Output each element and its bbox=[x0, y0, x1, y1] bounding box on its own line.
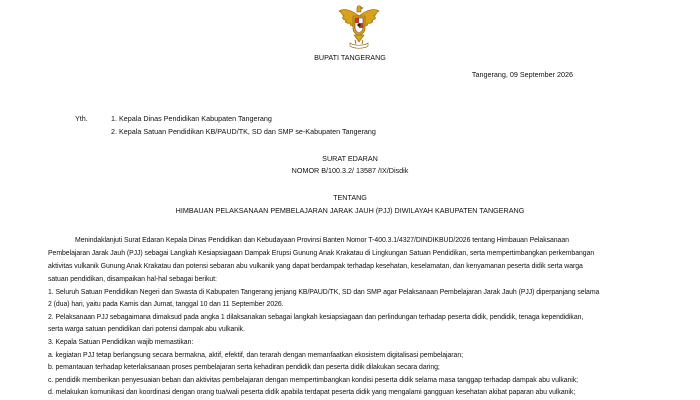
body-line: b. pemantauan terhadap keterlaksanaan proses pembelajaran serta kehadiran pendidik dan peserta didik dilakukan secara daring; bbox=[48, 364, 440, 371]
recipient-item: 1. Kepala Dinas Pendidikan Kabupaten Tangerang bbox=[111, 114, 272, 123]
place-date: Tangerang, 09 September 2026 bbox=[471, 70, 573, 79]
body-line: serta warga satuan pendidikan dari potensi dampak abu vulkanik. bbox=[48, 326, 245, 333]
body-line: 3. Kepala Satuan Pendidikan wajib memastikan: bbox=[48, 339, 194, 346]
body-line: aktivitas vulkanik Gunung Anak Krakatau dan potensi sebaran abu vulkanik yang dapat berdampak terhadap kesehatan, keselamatan, dan kenyamanan peserta didik serta warga bbox=[48, 263, 583, 270]
body-line: 2 (dua) hari, yaitu pada Kamis dan Jumat, tanggal 10 dan 11 September 2026. bbox=[48, 301, 284, 308]
body-line: a. kegiatan PJJ tetap berlangsung secara bermakna, aktif, efektif, dan terarah dengan memanfaatkan ekosistem digitalisasi pembelajaran; bbox=[48, 352, 463, 359]
letter-type: SURAT EDARAN bbox=[322, 154, 378, 163]
recipient-item: 2. Kepala Satuan Pendidikan KB/PAUD/TK, SD dan SMP se-Kabupaten Tangerang bbox=[111, 127, 376, 136]
body-line: 1. Seluruh Satuan Pendidikan Negeri dan Swasta di Kabupaten Tangerang jenjang KB/PAUD/TK, SD dan SMP agar Pelaksanaan Pembelajaran Jarak Jauh (PJJ) diperpanjang selama bbox=[48, 289, 600, 296]
body-line: Pembelajaran Jarak Jauh (PJJ) sebagai Langkah Kesiapsiagaan Dampak Erupsi Gunung Anak Krakatau di Lingkungan Satuan Pendidikan, serta mempertimbangkan perkembangan bbox=[48, 250, 595, 257]
issuer-title: BUPATI TANGERANG bbox=[314, 53, 386, 62]
garuda-emblem-icon bbox=[338, 2, 380, 52]
body-line: satuan pendidikan, disampaikan hal-hal sebagai berikut: bbox=[48, 276, 217, 283]
body-line: Menindaklanjuti Surat Edaran Kepala Dinas Pendidikan dan Kebudayaan Provinsi Banten Nomor T-400.3.1/4327/DINDIKBUD/2026 tentang Himbauan Pelaksanaan bbox=[75, 237, 569, 244]
body-line: c. pendidik memberikan penyesuaian beban dan aktivitas pembelajaran dengan mempertimbangkan kondisi peserta didik selama masa tanggap terhadap dampak abu vulkanik; bbox=[48, 377, 579, 384]
about-label: TENTANG bbox=[333, 193, 367, 202]
body-line: 2. Pelaksanaan PJJ sebagaimana dimaksud pada angka 1 dilaksanakan sebagai langkah kesiapsiagaan dan perlindungan terhadap peserta didik, pendidik, tenaga kependidikan, bbox=[48, 314, 584, 321]
recipient-label: Yth. bbox=[75, 114, 88, 123]
body-line: d. melakukan komunikasi dan koordinasi dengan orang tua/wali peserta didik apabila terdapat peserta didik yang mengalami gangguan kesehatan akibat paparan abu vulkanik; bbox=[48, 389, 576, 396]
letter-number: NOMOR B/100.3.2/ 13587 /IX/Disdik bbox=[291, 166, 409, 175]
letter-subject: HIMBAUAN PELAKSANAAN PEMBELAJARAN JARAK JAUH (PJJ) DIWILAYAH KABUPATEN TANGERANG bbox=[175, 206, 525, 215]
